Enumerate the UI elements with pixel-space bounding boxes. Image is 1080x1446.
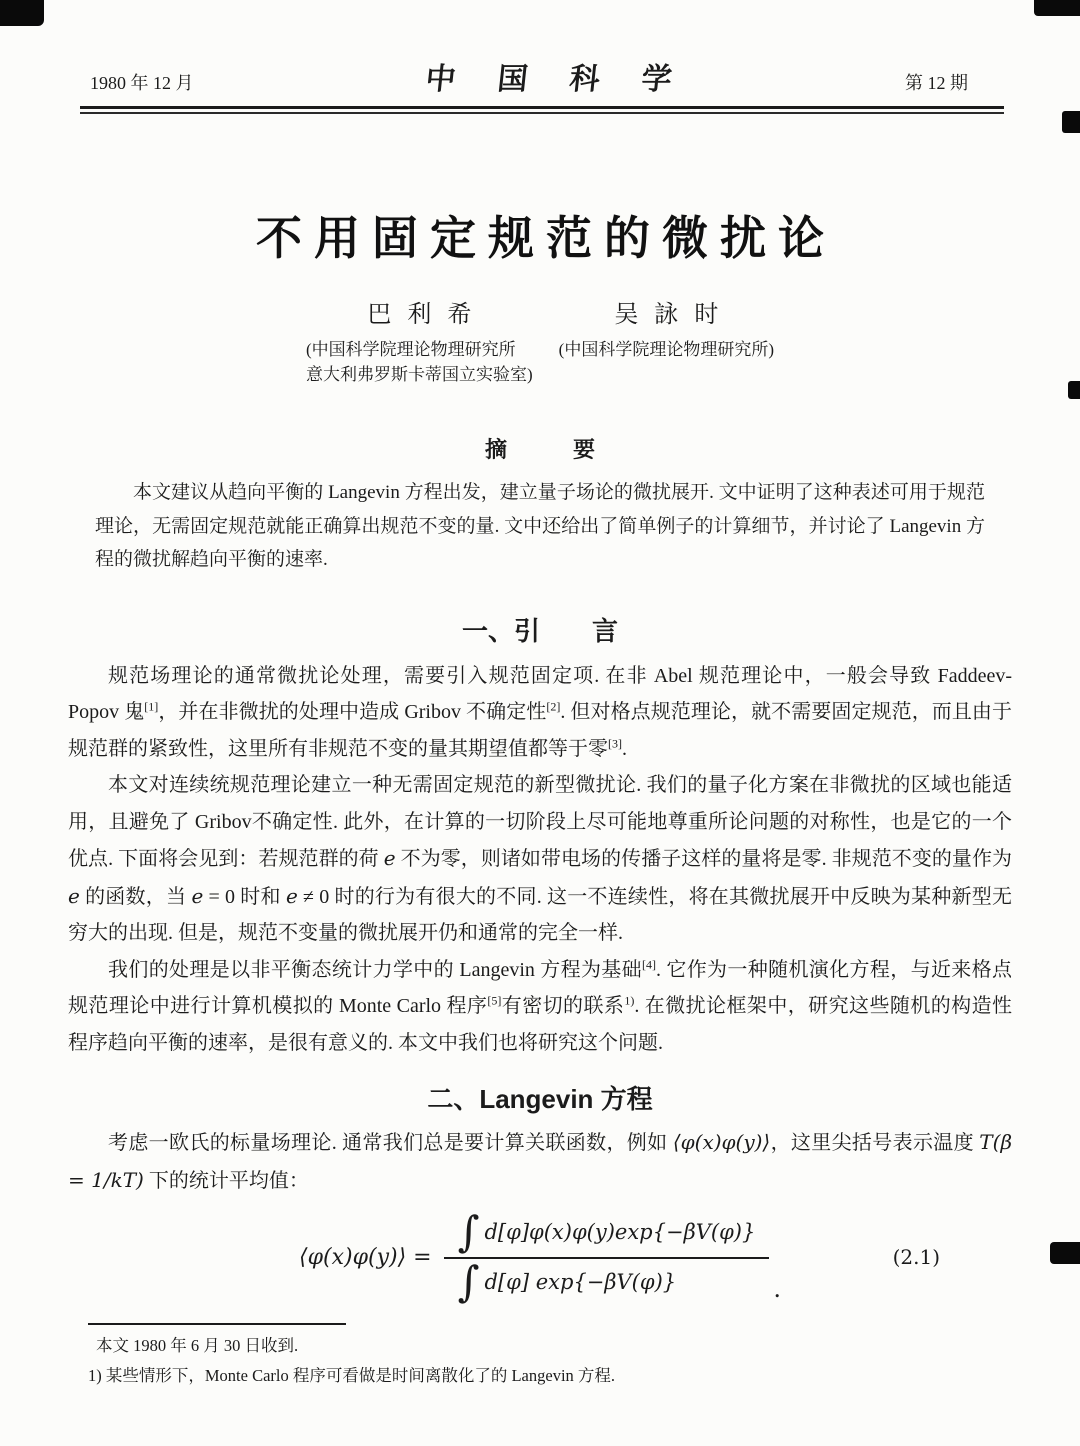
equation-denominator [444,1257,770,1306]
denominator-expression: d[φ] exp{−βV(φ)} [484,1270,677,1294]
equation-number: (2.1) [892,1245,940,1269]
footnote-1: 1) 某些情形下，Monte Carlo 程序可看做是时间离散化了的 Langevin 方程. [88,1366,616,1385]
footnote-rule [88,1323,346,1325]
author-affiliation [559,337,774,362]
paragraph: 我们的处理是以非平衡态统计力学中的 Langevin 方程为基础[4]. 它作为一种随机演化方程，与近来格点规范理论中进行计算机模拟的 Monte Carlo 程序[5]有密切的联系$^{1)}$. 在微扰论框架中，研究这些随机的构造性程序趋向平衡的速率，是很有意义的. 本文中我们也将研究这个问题. [68,956,1013,1054]
scan-artifact [1068,381,1080,399]
integral-sign: ∫ [457,1257,480,1306]
equation-period: . [773,1275,781,1303]
scan-artifact [1062,111,1080,133]
author-name: 巴利希 [367,302,488,328]
author-name: 吴詠时 [614,302,735,328]
section-1-heading: 一、引 言 [461,615,618,646]
author-wu [559,294,774,387]
author-parisi [306,294,533,387]
journal-masthead [0,0,1080,98]
equation-lhs: ⟨φ(x)φ(y)⟩ = [299,1244,432,1270]
scan-artifact [1034,0,1080,16]
section-2-heading: 二、Langevin 方程 [427,1084,653,1114]
equation-numerator [444,1207,770,1257]
issue-number: 第 12 期 [905,73,968,93]
masthead-rule [80,106,1004,114]
numerator-expression: d[φ]φ(x)φ(y)exp{−βV(φ)} [484,1220,756,1244]
equation-fraction [444,1207,770,1306]
integral-sign: ∫ [457,1207,480,1256]
equation-2-1 [0,1207,1080,1306]
received-date-note: 本文 1980 年 6 月 30 日收到. [96,1336,299,1355]
author-affiliation [306,337,533,387]
paragraph: 本文对连续统规范理论建立一种无需固定规范的新型微扰论. 我们的量子化方案在非微扰的区域也能适用，且避免了 Gribov不确定性. 此外，在计算的一切阶段上尽可能地尊重所论问题的对称性，也是它的一个优点. 下面将会见到：若规范群的荷 e 不为零，则诸如带电场的传播子这样的量将是零. 非规范不变的量作为 e 的函数，当 e = 0 时和 e ≠ 0 时的行为有很大的不同. 这一不连续性，将在其微扰展开中反映为某种新型无穷大的出现. 但是，规范不变量的微扰展开仍和通常的完全一样. [68,774,1013,944]
paragraph: 考虑一欧氏的标量场理论. 通常我们总是要计算关联函数，例如 ⟨φ(x)φ(y)⟩，这里尖括号表示温度 T(β = 1/kT) 下的统计平均值： [68,1130,1013,1192]
article-title: 不用固定规范的微扰论 [256,212,836,264]
paragraph: 规范场理论的通常微扰论处理，需要引入规范固定项. 在非 Abel 规范理论中，一般会导致 Faddeev-Popov 鬼[1]，并在非微扰的处理中造成 Gribov 不确定性[2]. 但对格点规范理论，就不需要固定规范，而且由于规范群的紧致性，这里所有非规范不变的量其期望值都等于零[3]. [68,664,1012,760]
scan-artifact [0,0,44,26]
author-block [0,294,1080,387]
issue-date: 1980 年 12 月 [90,73,194,93]
journal-name: 中国科学 [424,62,716,97]
affiliation-line: 意大利弗罗斯卡蒂国立实验室) [306,365,533,384]
affiliation-line: (中国科学院理论物理研究所) [558,340,774,359]
abstract-text: 本文建议从趋向平衡的 Langevin 方程出发，建立量子场论的微扰展开. 文中证明了这种表述可用于规范理论，无需固定规范就能正确算出规范不变的量. 文中还给出了简单例子的计算细节，并讨论了 Langevin 方程的微扰解趋向平衡的速率. [95,482,985,570]
footnote-area [88,1323,1080,1388]
abstract-heading: 摘 要 [484,437,595,462]
affiliation-line: (中国科学院理论物理研究所 [306,340,516,359]
